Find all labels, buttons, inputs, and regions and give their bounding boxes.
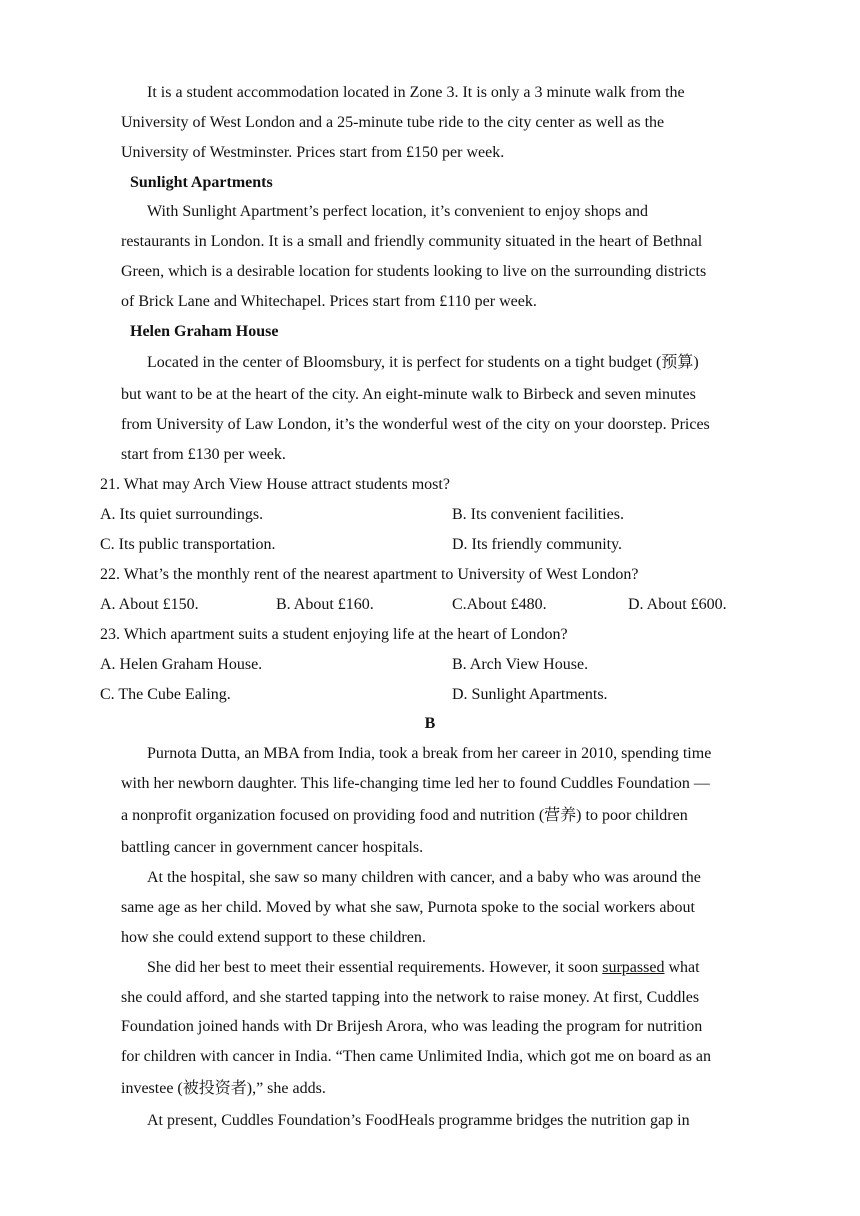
paragraph-line: from University of Law London, it’s the wonderful west of the city on your doorstep. Prices — [121, 416, 710, 433]
paragraph-line: Green, which is a desirable location for students looking to live on the surrounding districts — [121, 263, 707, 280]
option-b: B. Its convenient facilities. — [452, 506, 624, 523]
section-heading-helen: Helen Graham House — [130, 323, 279, 340]
paragraph-line: At present, Cuddles Foundation’s FoodHeals programme bridges the nutrition gap in — [147, 1112, 690, 1129]
paragraph-line: how she could extend support to these children. — [121, 929, 426, 946]
paragraph-line: investee (被投资者),” she adds. — [121, 1080, 326, 1097]
paragraph-line: with her newborn daughter. This life-changing time led her to found Cuddles Foundation — — [121, 775, 710, 792]
option-c: C. The Cube Ealing. — [100, 686, 231, 703]
option-b: B. Arch View House. — [452, 656, 589, 673]
paragraph-line: same age as her child. Moved by what she saw, Purnota spoke to the social workers about — [121, 899, 695, 916]
text-run: what — [664, 959, 700, 976]
option-c: C. Its public transportation. — [100, 536, 276, 553]
question-21: 21. What may Arch View House attract students most? — [100, 476, 450, 493]
paragraph-line: battling cancer in government cancer hospitals. — [121, 839, 424, 856]
paragraph-line: a nonprofit organization focused on providing food and nutrition (营养) to poor children — [121, 807, 688, 824]
underlined-word: surpassed — [602, 959, 665, 976]
paragraph-line: University of West London and a 25-minute tube ride to the city center as well as the — [121, 114, 665, 131]
paragraph-line: Purnota Dutta, an MBA from India, took a break from her career in 2010, spending time — [147, 745, 712, 762]
option-a: A. Helen Graham House. — [100, 656, 263, 673]
paragraph-line: she could afford, and she started tapping into the network to raise money. At first, Cuddles — [121, 989, 700, 1006]
paragraph-line: of Brick Lane and Whitechapel. Prices start from £110 per week. — [121, 293, 537, 310]
option-a: A. Its quiet surroundings. — [100, 506, 264, 523]
option-d: D. Its friendly community. — [452, 536, 623, 553]
option-d: D. About £600. — [628, 596, 727, 613]
question-22: 22. What’s the monthly rent of the nearest apartment to University of West London? — [100, 566, 639, 583]
paragraph-line: At the hospital, she saw so many children with cancer, and a baby who was around the — [147, 869, 701, 886]
paragraph-line: It is a student accommodation located in Zone 3. It is only a 3 minute walk from the — [147, 84, 685, 101]
paragraph-line: Located in the center of Bloomsbury, it is perfect for students on a tight budget (预算) — [147, 354, 699, 371]
question-23: 23. Which apartment suits a student enjoying life at the heart of London? — [100, 626, 568, 643]
paragraph-line: Foundation joined hands with Dr Brijesh Arora, who was leading the program for nutrition — [121, 1018, 703, 1035]
paragraph-line: With Sunlight Apartment’s perfect location, it’s convenient to enjoy shops and — [147, 203, 649, 220]
paragraph-line: for children with cancer in India. “Then came Unlimited India, which got me on board as an — [121, 1048, 712, 1065]
paragraph-line: University of Westminster. Prices start from £150 per week. — [121, 144, 505, 161]
option-c: C.About £480. — [452, 596, 547, 613]
paragraph-line: restaurants in London. It is a small and friendly community situated in the heart of Bethnal — [121, 233, 703, 250]
option-b: B. About £160. — [276, 596, 374, 613]
section-heading-b: B — [424, 715, 436, 732]
paragraph-line: but want to be at the heart of the city. An eight-minute walk to Birbeck and seven minutes — [121, 386, 696, 403]
option-a: A. About £150. — [100, 596, 199, 613]
paragraph-line — [147, 958, 700, 978]
text-run: She did her best to meet their essential requirements. However, it soon — [147, 959, 603, 976]
section-heading-sunlight: Sunlight Apartments — [130, 174, 273, 191]
paragraph-line: start from £130 per week. — [121, 446, 286, 463]
option-d: D. Sunlight Apartments. — [452, 686, 608, 703]
